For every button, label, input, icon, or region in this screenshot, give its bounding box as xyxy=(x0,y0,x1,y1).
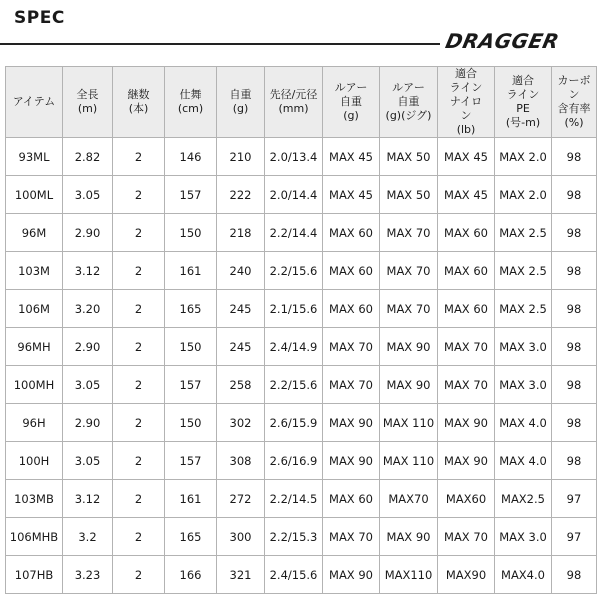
table-cell: 2.1/15.6 xyxy=(265,290,323,328)
table-cell: MAX 70 xyxy=(323,518,380,556)
table-cell: 2.2/14.5 xyxy=(265,480,323,518)
column-header: 先径/元径 (mm) xyxy=(265,67,323,138)
table-cell: 3.20 xyxy=(63,290,113,328)
table-cell: 2.90 xyxy=(63,404,113,442)
table-cell: 222 xyxy=(217,176,265,214)
table-row xyxy=(6,480,597,518)
table-cell: 272 xyxy=(217,480,265,518)
table-cell: MAX 90 xyxy=(323,404,380,442)
table-cell: 100ML xyxy=(6,176,63,214)
table-cell: MAX 60 xyxy=(323,252,380,290)
table-cell: MAX 60 xyxy=(438,290,495,328)
table-cell: MAX 90 xyxy=(323,442,380,480)
table-row xyxy=(6,328,597,366)
table-cell: 2 xyxy=(113,138,165,176)
table-cell: 3.12 xyxy=(63,252,113,290)
brand-logo: DRAGGER xyxy=(443,29,562,53)
table-cell: MAX 2.0 xyxy=(495,176,552,214)
table-cell: 2 xyxy=(113,480,165,518)
column-header: 適合 ライン ナイロ ン (lb) xyxy=(438,67,495,138)
column-header: 自重 (g) xyxy=(217,67,265,138)
spec-table-header xyxy=(6,67,597,138)
column-header: 適合 ライン PE (号-m) xyxy=(495,67,552,138)
table-cell: 157 xyxy=(165,442,217,480)
table-cell: 96H xyxy=(6,404,63,442)
table-cell: MAX90 xyxy=(438,556,495,594)
table-cell: 165 xyxy=(165,290,217,328)
table-cell: 98 xyxy=(552,176,597,214)
table-cell: MAX 50 xyxy=(380,138,438,176)
table-cell: 2 xyxy=(113,366,165,404)
table-cell: 3.12 xyxy=(63,480,113,518)
table-cell: 166 xyxy=(165,556,217,594)
table-cell: 98 xyxy=(552,290,597,328)
table-cell: 2 xyxy=(113,556,165,594)
table-cell: 2.2/14.4 xyxy=(265,214,323,252)
table-cell: 2.4/15.6 xyxy=(265,556,323,594)
table-cell: 302 xyxy=(217,404,265,442)
table-cell: MAX 2.5 xyxy=(495,252,552,290)
table-cell: 161 xyxy=(165,252,217,290)
table-cell: 97 xyxy=(552,518,597,556)
table-cell: 300 xyxy=(217,518,265,556)
table-cell: 2 xyxy=(113,214,165,252)
table-cell: 96M xyxy=(6,214,63,252)
header-divider xyxy=(0,43,440,45)
table-cell: MAX 70 xyxy=(438,518,495,556)
column-header: 全長 (m) xyxy=(63,67,113,138)
table-cell: MAX 45 xyxy=(323,138,380,176)
table-cell: MAX 45 xyxy=(323,176,380,214)
table-cell: 98 xyxy=(552,366,597,404)
table-cell: 161 xyxy=(165,480,217,518)
table-row xyxy=(6,176,597,214)
table-cell: 3.05 xyxy=(63,176,113,214)
table-cell: MAX 70 xyxy=(438,328,495,366)
table-cell: 100H xyxy=(6,442,63,480)
table-cell: MAX 3.0 xyxy=(495,366,552,404)
table-row xyxy=(6,138,597,176)
table-cell: 150 xyxy=(165,328,217,366)
table-cell: 245 xyxy=(217,290,265,328)
table-row xyxy=(6,556,597,594)
table-cell: 103MB xyxy=(6,480,63,518)
column-header: ルアー 自重 (g) xyxy=(323,67,380,138)
table-cell: MAX 90 xyxy=(438,404,495,442)
table-cell: MAX 90 xyxy=(380,518,438,556)
table-cell: 240 xyxy=(217,252,265,290)
table-cell: 2 xyxy=(113,518,165,556)
table-cell: MAX 90 xyxy=(438,442,495,480)
table-cell: 3.23 xyxy=(63,556,113,594)
table-cell: MAX 4.0 xyxy=(495,404,552,442)
table-cell: 98 xyxy=(552,214,597,252)
table-cell: 98 xyxy=(552,556,597,594)
table-cell: MAX 90 xyxy=(380,328,438,366)
table-cell: 2.0/13.4 xyxy=(265,138,323,176)
table-cell: MAX 50 xyxy=(380,176,438,214)
table-cell: MAX 60 xyxy=(438,214,495,252)
table-cell: 157 xyxy=(165,176,217,214)
table-cell: MAX 70 xyxy=(380,214,438,252)
table-cell: MAX 2.5 xyxy=(495,214,552,252)
table-cell: MAX 70 xyxy=(323,328,380,366)
table-cell: 2 xyxy=(113,442,165,480)
table-cell: 93ML xyxy=(6,138,63,176)
table-cell: MAX 45 xyxy=(438,138,495,176)
table-cell: 218 xyxy=(217,214,265,252)
table-cell: 100MH xyxy=(6,366,63,404)
table-cell: 2 xyxy=(113,328,165,366)
spec-table-body xyxy=(6,138,597,594)
table-row xyxy=(6,404,597,442)
table-cell: 3.2 xyxy=(63,518,113,556)
table-cell: MAX 90 xyxy=(380,366,438,404)
column-header: カーボ ン 含有率 (%) xyxy=(552,67,597,138)
table-cell: MAX 60 xyxy=(323,290,380,328)
table-cell: MAX 60 xyxy=(323,480,380,518)
table-cell: 210 xyxy=(217,138,265,176)
table-cell: 146 xyxy=(165,138,217,176)
table-cell: MAX 4.0 xyxy=(495,442,552,480)
table-cell: MAX 70 xyxy=(380,290,438,328)
table-cell: MAX2.5 xyxy=(495,480,552,518)
column-header: 仕舞 (cm) xyxy=(165,67,217,138)
table-cell: MAX 90 xyxy=(323,556,380,594)
table-cell: 258 xyxy=(217,366,265,404)
table-cell: 321 xyxy=(217,556,265,594)
table-cell: 103M xyxy=(6,252,63,290)
table-cell: 2 xyxy=(113,290,165,328)
header-row xyxy=(6,67,597,138)
table-cell: 98 xyxy=(552,442,597,480)
table-cell: 2.2/15.6 xyxy=(265,252,323,290)
table-cell: 2.0/14.4 xyxy=(265,176,323,214)
table-cell: 2 xyxy=(113,176,165,214)
table-row xyxy=(6,366,597,404)
table-cell: 3.05 xyxy=(63,366,113,404)
table-cell: 2.90 xyxy=(63,214,113,252)
table-cell: 2 xyxy=(113,252,165,290)
table-cell: MAX 2.5 xyxy=(495,290,552,328)
table-cell: 106MHB xyxy=(6,518,63,556)
table-cell: 98 xyxy=(552,328,597,366)
table-cell: 2 xyxy=(113,404,165,442)
table-cell: MAX60 xyxy=(438,480,495,518)
table-cell: MAX 70 xyxy=(380,252,438,290)
table-cell: MAX 3.0 xyxy=(495,518,552,556)
spec-table xyxy=(5,66,597,594)
table-cell: MAX 110 xyxy=(380,404,438,442)
table-cell: MAX4.0 xyxy=(495,556,552,594)
table-cell: MAX 110 xyxy=(380,442,438,480)
page-title: SPEC xyxy=(14,8,65,28)
table-cell: 2.82 xyxy=(63,138,113,176)
table-cell: 2.2/15.3 xyxy=(265,518,323,556)
table-row xyxy=(6,290,597,328)
table-row xyxy=(6,518,597,556)
table-row xyxy=(6,252,597,290)
table-cell: MAX 3.0 xyxy=(495,328,552,366)
table-cell: 150 xyxy=(165,404,217,442)
table-cell: MAX70 xyxy=(380,480,438,518)
table-row xyxy=(6,214,597,252)
table-cell: 96MH xyxy=(6,328,63,366)
table-cell: MAX 45 xyxy=(438,176,495,214)
column-header: ルアー 自重 (g)(ジグ) xyxy=(380,67,438,138)
table-cell: 308 xyxy=(217,442,265,480)
table-cell: 2.2/15.6 xyxy=(265,366,323,404)
table-cell: 2.4/14.9 xyxy=(265,328,323,366)
table-row xyxy=(6,442,597,480)
table-cell: 165 xyxy=(165,518,217,556)
table-cell: 2.90 xyxy=(63,328,113,366)
table-cell: MAX 70 xyxy=(438,366,495,404)
table-cell: 3.05 xyxy=(63,442,113,480)
table-cell: 107HB xyxy=(6,556,63,594)
table-cell: 98 xyxy=(552,138,597,176)
column-header: アイテム xyxy=(6,67,63,138)
table-cell: MAX 2.0 xyxy=(495,138,552,176)
table-cell: 106M xyxy=(6,290,63,328)
table-cell: 2.6/16.9 xyxy=(265,442,323,480)
table-cell: MAX110 xyxy=(380,556,438,594)
table-cell: MAX 70 xyxy=(323,366,380,404)
table-cell: MAX 60 xyxy=(323,214,380,252)
table-cell: 150 xyxy=(165,214,217,252)
table-cell: 98 xyxy=(552,252,597,290)
table-cell: 97 xyxy=(552,480,597,518)
table-cell: 245 xyxy=(217,328,265,366)
table-cell: 2.6/15.9 xyxy=(265,404,323,442)
table-cell: 157 xyxy=(165,366,217,404)
table-cell: MAX 60 xyxy=(438,252,495,290)
column-header: 継数 (本) xyxy=(113,67,165,138)
table-cell: 98 xyxy=(552,404,597,442)
